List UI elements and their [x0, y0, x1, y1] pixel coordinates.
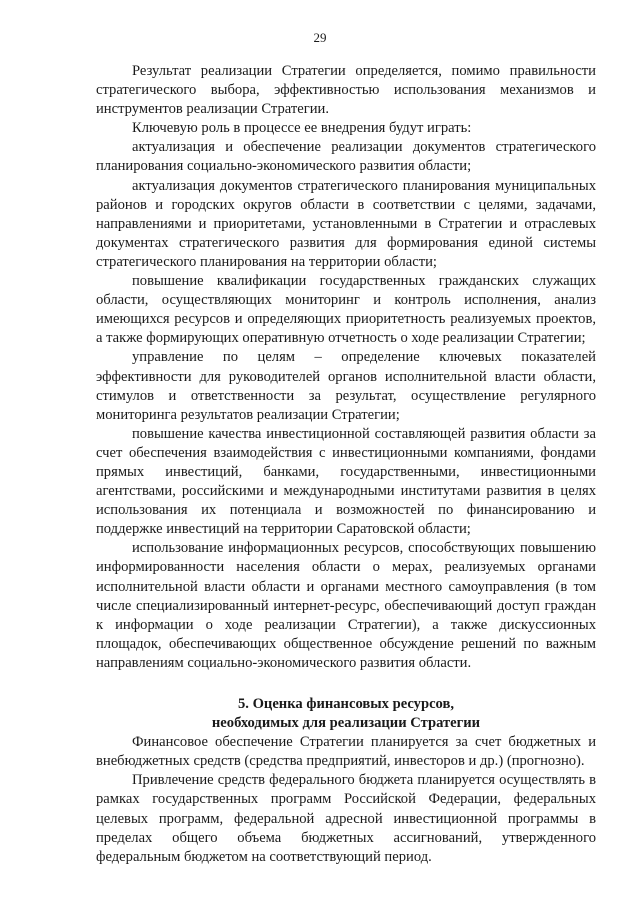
list-item: актуализация и обеспечение реализации документов стратегического планирования социально-экономического развития области;: [96, 139, 596, 175]
list-item: повышение качества инвестиционной составляющей развития области за счет обеспечения взаимодействия с инвестиционными компаниями, фондами прямых инвестиций, банками, государственными, инвестиционными агентствами, российскими и международными институтами развития в целях использования их потенциала и возможностей по финансированию и поддержке инвестиций на территории Саратовской области;: [96, 425, 596, 538]
list-item: актуализация документов стратегического планирования муниципальных районов и городских округов области в соответствии с целями, задачами, направлениями и приоритетами, установленными в Стратегии и отраслевых документах стратегического развития для формирования единой системы стратегического планирования на территории области;: [96, 177, 596, 270]
document-body: [96, 62, 596, 867]
paragraph: Финансовое обеспечение Стратегии планируется за счет бюджетных и внебюджетных средств (средства предприятий, инвесторов и др.) (прогнозно).: [96, 734, 596, 770]
paragraph: Результат реализации Стратегии определяется, помимо правильности стратегического выбора, эффективностью использования механизмов и инструментов реализации Стратегии.: [96, 63, 596, 118]
page-number: 29: [313, 30, 327, 45]
paragraph: Ключевую роль в процессе ее внедрения будут играть:: [132, 120, 472, 137]
paragraph: Привлечение средств федерального бюджета планируется осуществлять в рамках государственных программ Российской Федерации, федеральных целевых программ, федеральной адресной инвестиционной программы в пределах общего объема бюджетных ассигнований, утвержденного федеральным бюджетом на соответствующий период.: [96, 772, 596, 865]
section-heading-line-2: необходимых для реализации Стратегии: [211, 715, 481, 732]
list-item: использование информационных ресурсов, способствующих повышению информированности населения области о мерах, реализуемых органами исполнительной власти области и органами местного самоуправления (в том числе специализированный интернет-ресурс, обеспечивающий доступ граждан к информации о ходе реализации Стратегии), а также дискуссионных площадок, обеспечивающих общественное обсуждение решений по важным направлениям социально-экономического развития области.: [96, 540, 596, 671]
list-item: повышение квалификации государственных гражданских служащих области, осуществляющих мониторинг и контроль исполнения, анализ имеющихся ресурсов и определяющих приоритетность реализуемых проектов, а также формирующих оперативную отчетность о ходе реализации Стратегии;: [96, 273, 596, 347]
list-item: управление по целям – определение ключевых показателей эффективности для руководителей органов исполнительной власти области, стимулов и ответственности за результат, осуществление регулярного мониторинга результатов реализации Стратегии;: [96, 349, 596, 423]
section-heading: [96, 695, 596, 733]
section-heading-line-1: 5. Оценка финансовых ресурсов,: [237, 696, 455, 712]
